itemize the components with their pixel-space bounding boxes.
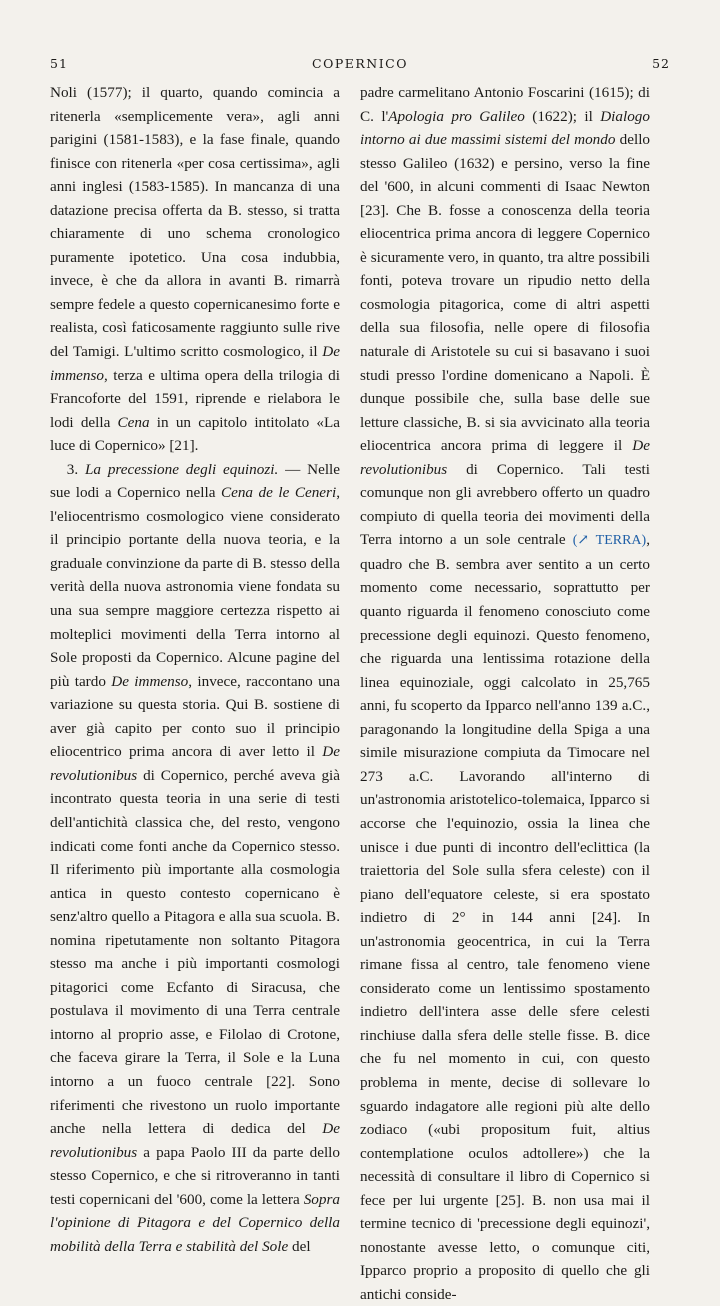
work-title: Sopra l'opinione di Pitagora e del Copernico della mobilità della Terra e stabilità del Sole [50,1190,340,1255]
section-number: 3. [66,460,85,478]
cross-reference-link[interactable]: (↗ TERRA) [572,533,647,549]
work-title: De immenso [111,672,189,690]
right-column [360,81,650,1306]
work-title: Apologia pro Galileo [388,107,525,125]
paragraph-continuation: padre carmelitano Antonio Foscarini (1615); di C. l'Apologia pro Galileo (1622); il Dialogo intorno ai due massimi sistemi del mondo dello stesso Galileo (1632) e persino, verso la fine del '600, in alcuni commenti di Isaac Newton [23]. Che B. fosse a conoscenza della teoria eliocentrica prima ancora di leggere Copernico è sicuramente vero, in quanto, tra altre possibili fonti, poteva trovare un ripudio netto della cosmologia pitagorica, come di altri aspetti della sua filosofia, nelle opere di filosofia naturale di Aristotele su cui si basavano i suoi studi presso l'ordine domenicano a Napoli. È dunque possibile che, sulla base delle sue letture classiche, B. si sia avvicinato alla teoria eliocentrica ancora prima di leggere il De revolutionibus di Copernico. Tali testi comunque non gli avrebbero offerto un quadro compiuto di quella teoria dei movimenti della Terra intorno a un sole centrale (↗ TERRA), quadro che B. sembra aver sentito a un certo momento come necessario, soprattutto per quanto riguarda il fenomeno conosciuto come precessione degli equinozi. Questo fenomeno, che riguarda una lentissima rotazione della linea equinoziale, oggi calcolato in 25,765 anni, fu scoperto da Ipparco nell'anno 139 a.C., paragonando la longitudine della Spiga a una simile misurazione compiuta da Timocare nel 273 a.C. Lavorando all'interno di un'astronomia aristotelico-tolemaica, Ipparco si accorse che l'equinozio, ossia la linea che unisce i due punti di incontro dell'eclittica (la traiettoria del Sole sulla sfera celeste) con il piano dell'equatore celeste, si era spostato indietro di 2° in 144 anni [24]. In un'astronomia geocentrica, in cui la Terra rimane fissa al centro, tale fenomeno viene considerato come un lentissimo spostamento indietro dell'intera asse delle sfere celesti rinchiuse dalla sfera delle stelle fisse. B. dice che fu nel momento in cui, con questo problema in mente, decise di sollevare lo sguardo indagatore alle regioni più alte dello zodiaco («ubi propositum fuit, altius contemplatione oculos adtollere») che la necessità di consultare il libro di Copernico si fece per lui urgente [25]. B. non usa mai il termine tecnico di 'precessione degli equinozi', nonostante avesse letto, o comunque citi, Ipparco proprio a proposito di quello che gli antichi conside- [360,84,651,1303]
section-paragraph: 3. La precessione degli equinozi. — Nelle sue lodi a Copernico nella Cena de le Ceneri, l'eliocentrismo cosmologico viene considerato il principio portante della nuova teoria, e la graduale convinzione da parte di B. stesso della verità della nuova astronomia viene fondata su una sua sempre maggiore certezza rispetto ai molteplici movimenti della Terra intorno al Sole proposti da Copernico. Alcune pagine del più tardo De immenso, invece, raccontano una variazione su questa storia. Qui B. sostiene di aver già capito per conto suo il principio eliocentrico prima ancora di aver letto il De revolutionibus di Copernico, perché aveva già incontrato questa teoria in una serie di testi dell'antichità classica che, del resto, vengono indicati come fonti anche da Copernico stesso. Il riferimento più importante alla cosmologia antica in questo contesto copernicano è senz'altro quello a Pitagora e alla sua scuola. B. nomina ripetutamente non soltanto Pitagora stesso ma anche i più importanti cosmologi pitagorici come Ecfanto di Siracusa, che postulava il movimento di una Terra centrale intorno al proprio asse, e Filolao di Crotone, che faceva girare la Terra, il Sole e la Luna intorno a un fuoco centrale [22]. Sono riferimenti che rivestono un ruolo importante anche nella lettera di dedica del De revolutionibus a papa Paolo III da parte dello stesso Copernico, e che si ritroveranno in tanti testi copernicani del '600, come la lettera Sopra l'opinione di Pitagora e del Copernico della mobilità della Terra e stabilità del Sole del [50,460,341,1255]
work-title: De revolutionibus [50,1120,340,1161]
page-number-left: 51 [50,56,68,71]
work-title: De immenso [50,343,340,384]
work-title: De revolutionibus [360,437,650,478]
section-heading: La precessione degli equinozi. [84,460,279,478]
page-number-right: 52 [652,56,670,71]
work-title: De revolutionibus [50,743,340,784]
left-column [50,81,340,1258]
work-title: Cena [117,413,150,431]
page-header [50,56,670,76]
work-title: Dialogo intorno ai due massimi sistemi del mondo [360,107,650,149]
running-title: COPERNICO [312,56,408,71]
work-title: Cena de le Ceneri [220,484,337,502]
paragraph-continuation: Noli (1577); il quarto, quando comincia a ritenerla «semplicemente vera», agli anni parigini (1581-1583), e la fase finale, quando finisce con ritenerla «per cosa certissima», agli anni inglesi (1583-1585). In mancanza di una datazione precisa offerta da B. stesso, si tratta chiaramente di uno schema cronologico puramente ipotetico. Una cosa indubbia, invece, è che da allora in avanti B. rimarrà sempre fedele a questo copernicanesimo forte e realista, così faticosamente raggiunto sulle rive del Tamigi. L'ultimo scritto cosmologico, il De immenso, terza e ultima opera della trilogia di Francoforte del 1591, riprende e rielabora le lodi della Cena in un capitolo intitolato «La luce di Copernico» [21]. [50,84,340,455]
